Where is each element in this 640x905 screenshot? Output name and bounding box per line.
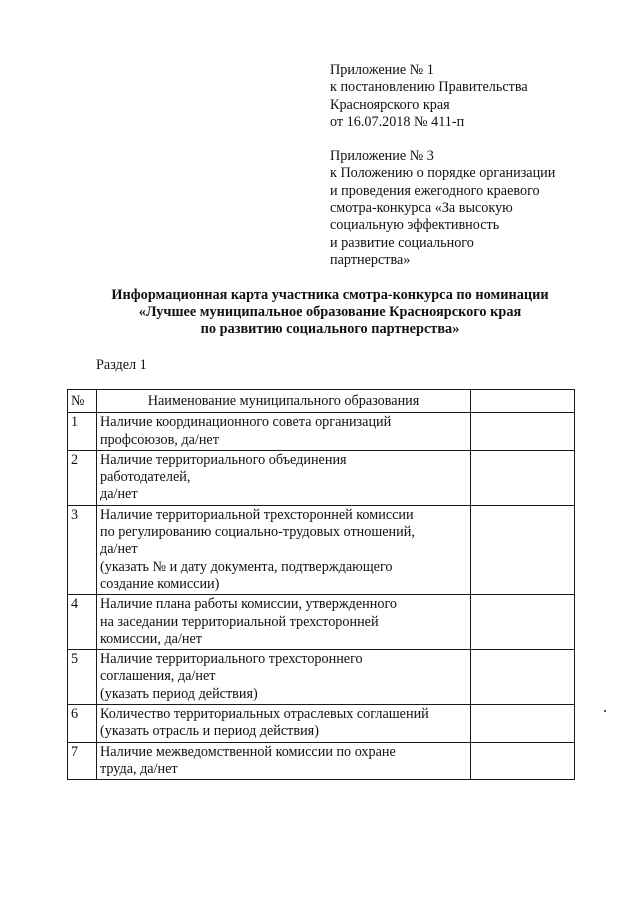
table-row: [68, 650, 575, 705]
row-indicator-text: Наличие координационного совета организаций профсоюзов, да/нет: [97, 413, 471, 451]
table-header-row: [68, 390, 575, 413]
row-value-cell[interactable]: [471, 650, 575, 705]
row-indicator-text: Наличие территориальной трехсторонней комиссии по регулированию социально-трудовых отношений, да/нет (указать № и дату документа, подтверждающего создание комиссии): [97, 505, 471, 594]
appendix-1-line: к постановлению Правительства: [330, 79, 528, 96]
row-indicator-text: Наличие территориального трехстороннего соглашения, да/нет (указать период действия): [97, 650, 471, 705]
appendix-reference: [330, 62, 610, 269]
row-number: 2: [68, 450, 97, 505]
row-number: 4: [68, 595, 97, 650]
section-label: Раздел 1: [96, 357, 147, 373]
row-indicator-text: Наличие плана работы комиссии, утвержденного на заседании территориальной трехсторонней комиссии, да/нет: [97, 595, 471, 650]
appendix-3-line: и развитие социального: [330, 234, 474, 251]
appendix-1-date: от 16.07.2018 № 411-п: [330, 113, 465, 130]
row-value-cell[interactable]: [471, 742, 575, 780]
appendix-3-line: смотра-конкурса «За высокую: [330, 200, 513, 217]
table-row: [68, 595, 575, 650]
row-indicator-text: Наличие территориального объединения работодателей, да/нет: [97, 450, 471, 505]
appendix-1-title: Приложение № 1: [330, 62, 434, 78]
title-line: «Лучшее муниципальное образование Красноярского края: [138, 304, 522, 321]
appendix-3-line: социальную эффективность: [330, 217, 500, 234]
scan-speck: [604, 710, 606, 712]
title-line: по развитию социального партнерства»: [200, 321, 460, 338]
table-row: [68, 413, 575, 451]
title-line: Информационная карта участника смотра-конкурса по номинации: [111, 287, 549, 303]
table-row: [68, 505, 575, 594]
row-number: 6: [68, 705, 97, 743]
table-body: [68, 413, 575, 780]
row-value-cell[interactable]: [471, 413, 575, 451]
appendix-3-line: к Положению о порядке организации: [330, 165, 556, 182]
appendix-3-line: и проведения ежегодного краевого: [330, 182, 540, 199]
appendix-block-1: [330, 62, 610, 131]
row-value-cell[interactable]: [471, 705, 575, 743]
row-value-cell[interactable]: [471, 505, 575, 594]
row-indicator-text: Количество территориальных отраслевых соглашений (указать отрасль и период действия): [97, 705, 471, 743]
info-card-table: [67, 389, 575, 780]
row-number: 1: [68, 413, 97, 451]
column-header-name: Наименование муниципального образования: [97, 390, 471, 413]
column-header-number: №: [68, 390, 97, 413]
appendix-block-3: [330, 148, 610, 269]
row-value-cell[interactable]: [471, 450, 575, 505]
appendix-3-line: партнерства»: [330, 251, 411, 268]
row-number: 7: [68, 742, 97, 780]
appendix-3-title: Приложение № 3: [330, 148, 434, 165]
row-value-cell[interactable]: [471, 595, 575, 650]
row-indicator-text: Наличие межведомственной комиссии по охране труда, да/нет: [97, 742, 471, 780]
row-number: 3: [68, 505, 97, 594]
column-header-value: [471, 390, 575, 413]
document-title: [60, 287, 600, 339]
table-row: [68, 742, 575, 780]
appendix-1-line: Красноярского края: [330, 96, 450, 113]
table-row: [68, 705, 575, 743]
table-row: [68, 450, 575, 505]
row-number: 5: [68, 650, 97, 705]
